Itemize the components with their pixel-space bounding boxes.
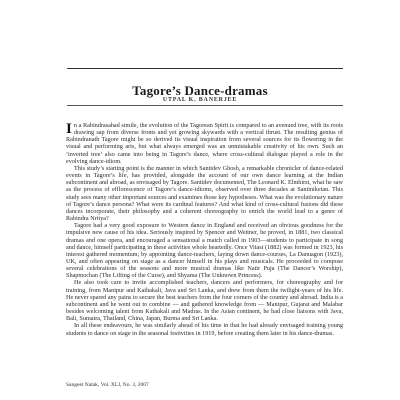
header-rule-bottom	[67, 105, 343, 106]
article-title: Tagore’s Dance-dramas	[132, 83, 268, 98]
drop-cap: I	[66, 122, 72, 137]
paragraph-3: Tagore had a very good exposure to Western dance in England and received an obvious goodness for the impulsive new cause of his idea. Seriously inspired by Spencer and Weitner, he proved, in 1881, two classical dramas and one opera, and encouraged a sensational a match called in 1903—students to participate in song and dance, himself participating in these activities whole heartedly. Once Vitasi (1882) was formed in 1923, his interest gathered momentum; by appointing dance-teachers, laying down dance-courses, La Danuagon (1923), UK, and often appearing on stage as a dancer himself in his plays and musicals. He proceeded to compose several celebrations of the seasons and more musical dramas like Natir Puja (The Dancer’s Worship), Shapmochan (The Lifting of the Curse), and Shyama (The Unknown Princess).	[66, 222, 343, 280]
paragraph-2: This study’s starting point is the manner in which Santidev Ghosh, a remarkable chronicler of dance-related events in Tagore’s life, has provided, alongside the account of our own dance learning at the Indian subcontinent and abroad, as envisaged by Tagore. Santidev documented, The Leonard K. Elmhirst, what he saw as the process of efflorescence of Tagore’s dance-idioms, observed over three decades at Santiniketan. This study sees many other important sources and examines those key hypotheses. What was the evolutionary nature of Tagore’s dance persona? What were its cardinal features? And what kind of cross-cultural fusions did these dances incorporate, their philosophy and a coherent choreography to enrich the world lead to a genre of Rabindra Nritya?	[66, 164, 343, 223]
paragraph-5: In all these endeavours, he was similarly ahead of his time in that he had already envisaged training young students to dance on stage in the seasonal festivities in 1919, before creating them later in his dance-dramas.	[66, 322, 343, 337]
page-footer-citation: Sangeet Natak, Vol. XLI, No. 3, 2007	[66, 382, 149, 388]
paragraph-4: He also took care to invite accomplished teachers, dancers and performers, for choreography and for training, from Manipur and Kathakali, Java and Sri Lanka, and drew from them the twilight-years of his life. He never spared any pains to secure the best teachers from the four corners of the country and abroad. India is a subcontinent and he went out to combine — and gathered knowledge from — Manipur, Gujarat and Malabar besides welcoming talent from Kathakali and Madras. In the Asian continent, he had close liaisons with Java, Bali, Sumatra, Thailand, China, Japan, Burma and Sri Lanka.	[66, 279, 343, 323]
article-author: UTPAL K. BANERJEE	[162, 97, 238, 103]
header-rule-top	[67, 68, 343, 69]
article-body	[66, 122, 343, 380]
paragraph-1-text: n a Rabindrasahad simile, the evolution of the Tagorean Spirit is compared to an avenued tree, with its roots drawing sap from diverse fronts and yet growing skywards with a vertical thrust. The resulting genius of Rabindranath Tagore might be so derived its visual inspiration from several sources for its flowering in the visual and performing arts, but what always emerged was an unmistakable creativity of his own. Such an ‘inverted tree’ also came into being in Tagore’s dance, where cross-cultural dialogue played a role in the evolving dance-idiom.	[66, 122, 343, 165]
paragraph-1	[66, 122, 343, 165]
